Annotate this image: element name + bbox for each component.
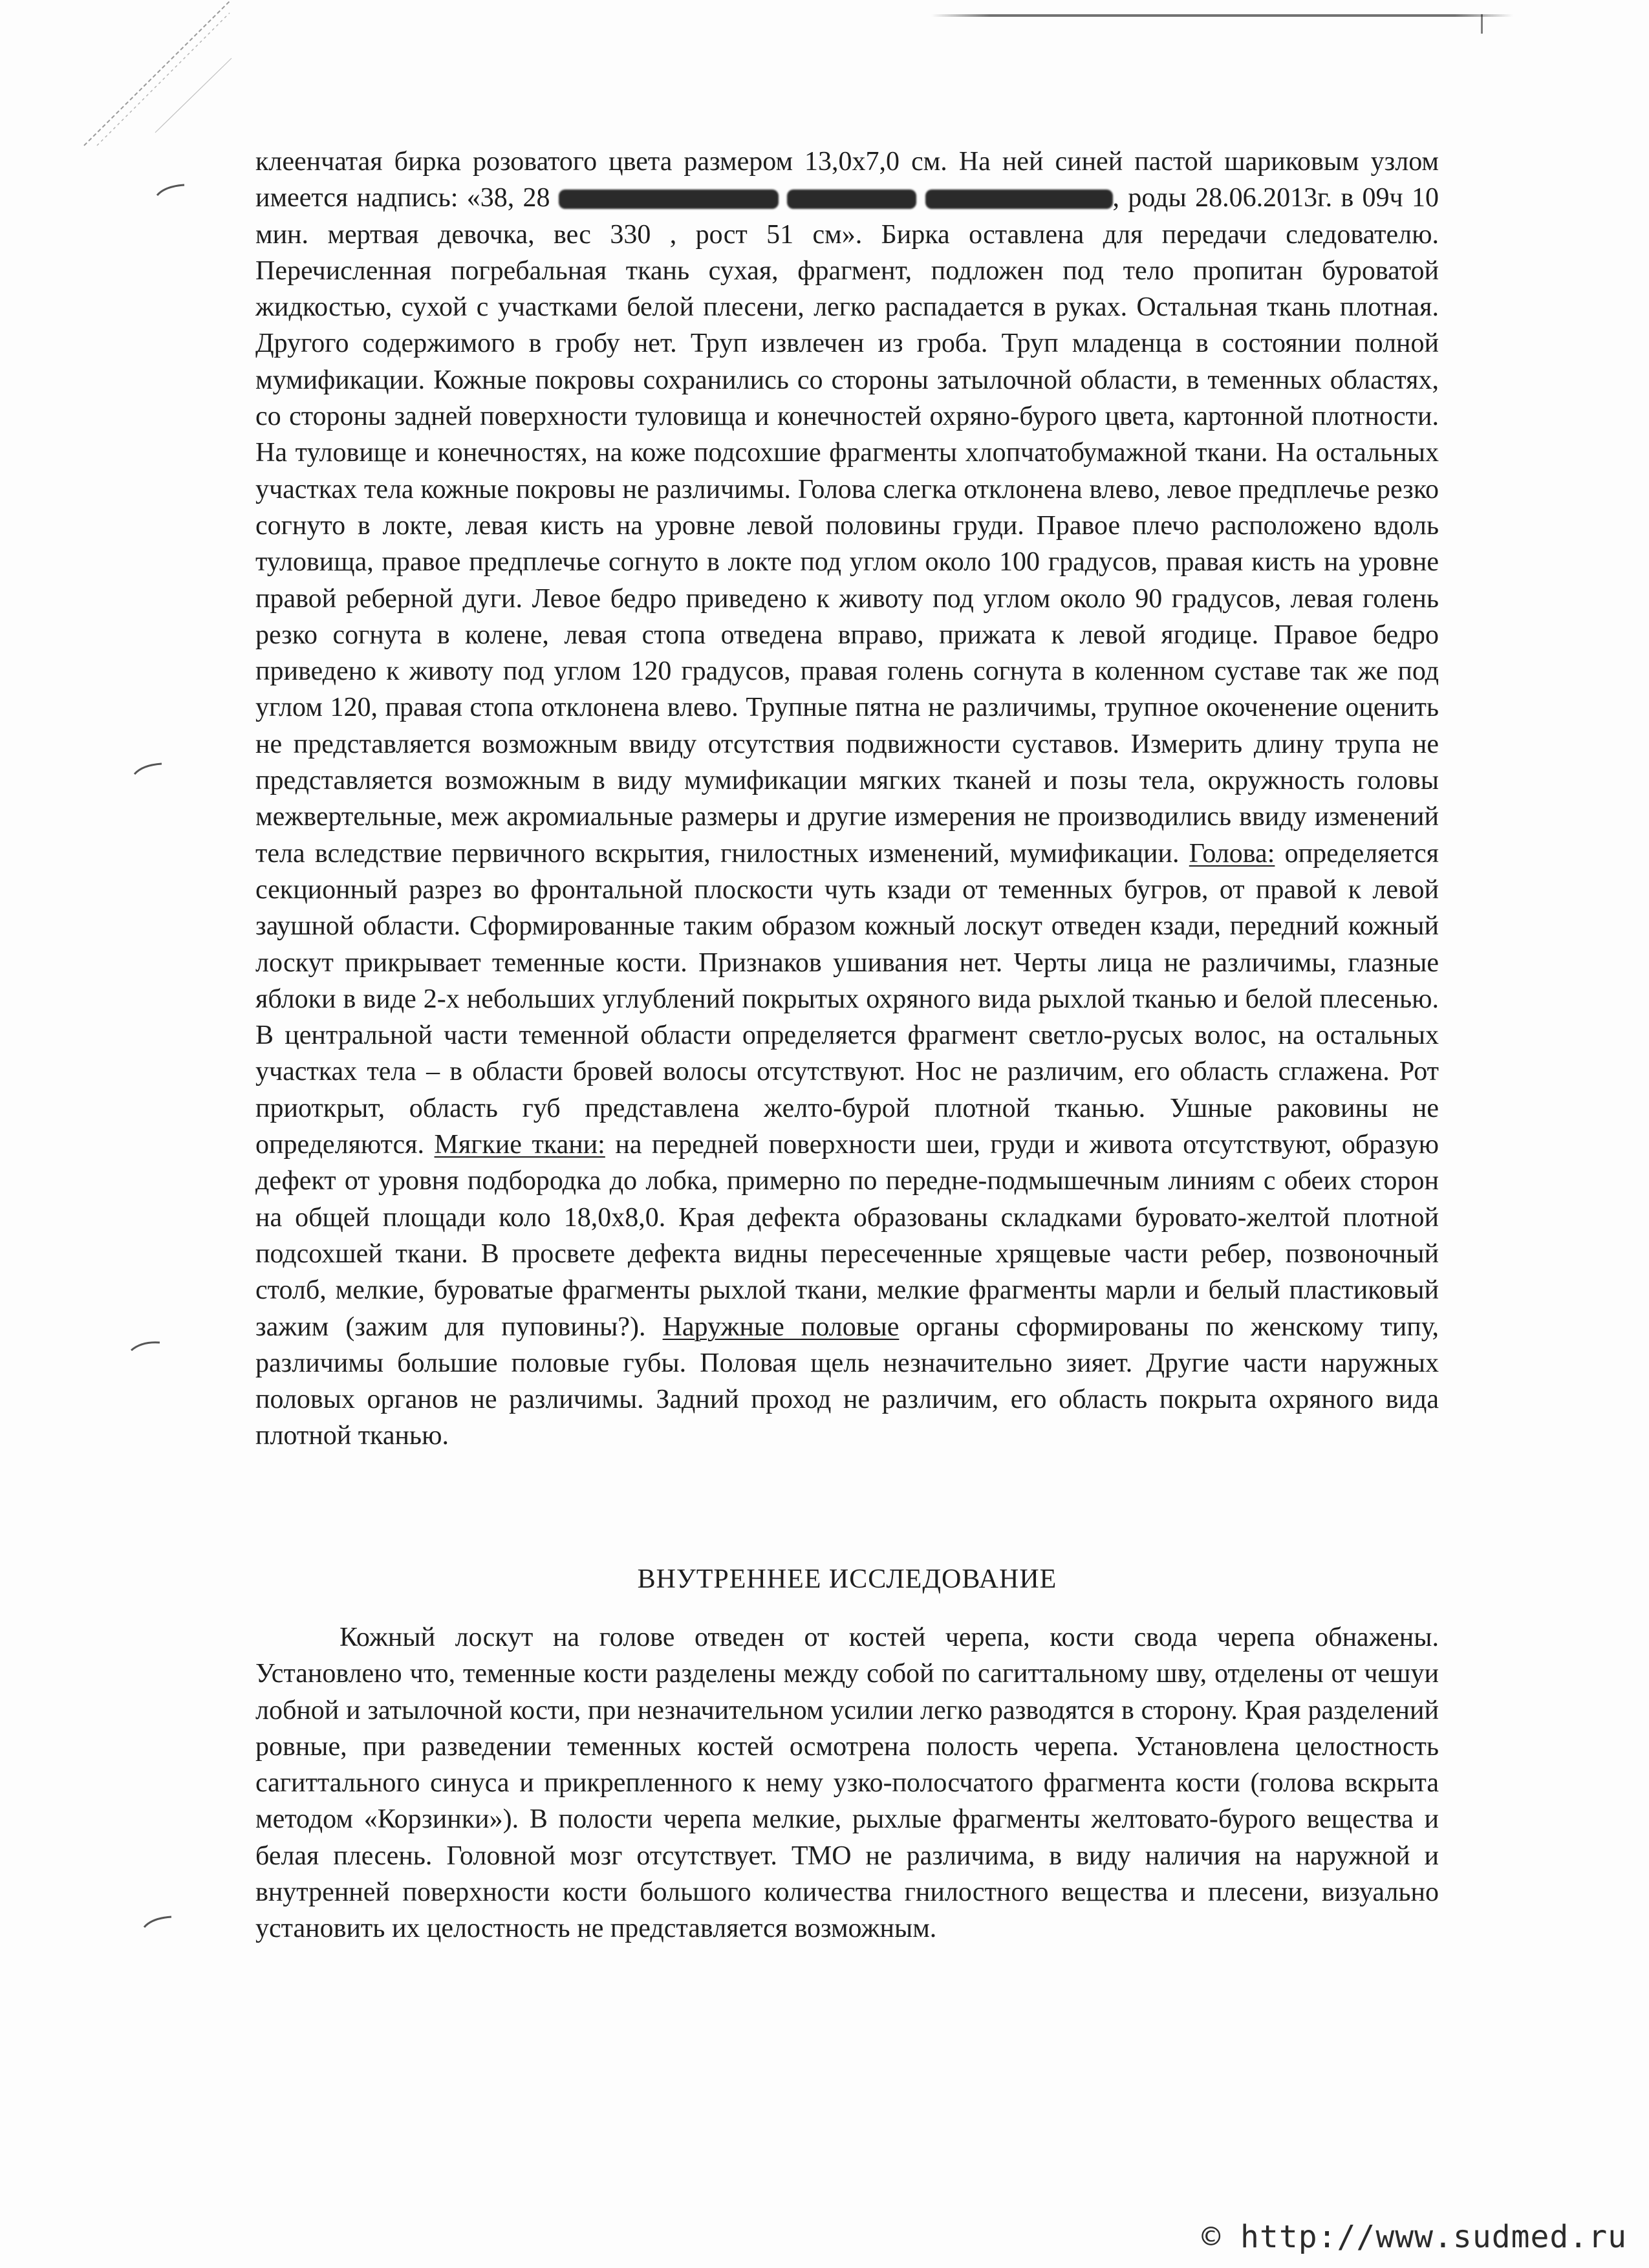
punch-hole-mark-icon (139, 1913, 178, 1932)
redacted-name (925, 189, 1113, 209)
label-external-genitals: Наружные половые (662, 1312, 900, 1342)
internal-exam-paragraph: Кожный лоскут на голове отведен от костей черепа, кости свода черепа обнажены. Установлено что, теменные кости разделены между собой по сагиттальному шву, отделены от чешуи лобной и затылочной кости, при незначительном усилии легко разводятся в сторону. Края разделений ровные, при разведении теменных костей осмотрена полость черепа. Установлена целостность сагиттального синуса и прикрепленного к нему узко-полосчатого фрагмента кости (голова вскрыта методом «Корзинки»). В полости черепа мелкие, рыхлые фрагменты желтовато-бурого вещества и белая плесень. Головной мозг отсутствует. ТМО не различима, в виду наличия на наружной и внутренней поверхности кости большого количества гнилостного вещества и плесени, визуально установить их целостность не представляется возможным. (255, 1623, 1439, 1944)
internal-exam-text (255, 1619, 1439, 1947)
soft-tissues-description: на передней поверхности шеи, груди и живота отсутствуют, образую дефект от уровня подбородка до лобка, примерно по передне-подмышечным линиям с обеих сторон на общей площади коло 18,0х8,0. Края дефекта образованы складками буровато-желтой плотной подсохшей ткани. В просвете дефекта видны пересеченные хрящевые части ребер, позвоночный столб, мелкие, буроватые фрагменты рыхлой ткани, мелкие фрагменты марли и белый пластиковый зажим (зажим для пуповины?). (255, 1130, 1439, 1342)
section-heading: ВНУТРЕННЕЕ ИССЛЕДОВАНИЕ (637, 1564, 1057, 1594)
redacted-name (787, 189, 916, 209)
scan-edge-right (1481, 14, 1483, 34)
redacted-name (559, 189, 779, 209)
punch-hole-mark-icon (126, 1337, 165, 1357)
punch-hole-mark-icon (152, 181, 191, 200)
label-head: Голова: (1189, 838, 1275, 869)
external-exam-paragraph (255, 144, 1439, 1454)
body-text-continued: , роды 28.06.2013г. в 09ч 10 мин. мертвая девочка, вес 330 , рост 51 см». Бирка оставлена для передачи следователю. Перечисленная погребальная ткань сухая, фрагмент, подложен под тело пропитан буроватой жидкостью, сухой с участками белой плесени, легко распадается в руках. Остальная ткань плотная. Другого содержимого в гробу нет. Труп извлечен из гроба. Труп младенца в состоянии полной мумификации. Кожные покровы сохранились со стороны затылочной области, в теменных областях, со стороны задней поверхности туловища и конечностей охряно-бурого цвета, картонной плотности. На туловище и конечностях, на коже подсохшие фрагменты хлопчатобумажной ткани. На остальных участках тела кожные покровы не различимы. Голова слегка отклонена влево, левое предплечье резко согнуто в локте, левая кисть на уровне левой половины груди. Правое плечо расположено вдоль туловища, правое предплечье согнуто в локте под углом около 100 градусов, правая кисть на уровне правой реберной дуги. Левое бедро приведено к животу под углом около 90 градусов, левая голень резко согнута в колене, левая стопа отведена вправо, прижата к левой ягодице. Правое бедро приведено к животу под углом 120 градусов, правая голень согнута в коленном суставе так же под углом 120, правая стопа отклонена влево. Трупные пятна не различимы, трупное окоченение оценить не представляется возможным ввиду отсутствия подвижности суставов. Измерить длину трупа не представляется возможным в виду мумификации мягких тканей и позы тела, окружность головы межвертельные, меж акромиальные размеры и другие измерения не производились ввиду изменений тела вследствие первичного вскрытия, гнилостных изменений, мумификации. (255, 183, 1439, 869)
fold-mark-icon (78, 0, 233, 149)
watermark: © http://www.sudmed.ru (1202, 2219, 1627, 2255)
punch-hole-mark-icon (129, 760, 168, 779)
head-description: определяется секционный разрез во фронтальной плоскости чуть кзади от теменных бугров, от правой к левой заушной области. Сформированные таким образом кожный лоскут отведен кзади, передний кожный лоскут прикрывает теменные кости. Признаков ушивания нет. Черты лица не различимы, глазные яблоки в виде 2-х небольших углублений покрытых охряного вида рыхлой тканью и белой плесенью. В центральной части теменной области определяется фрагмент светло-русых волос, на остальных участках тела – в области бровей волосы отсутствуют. Нос не различим, его область сглажена. Рот приоткрыт, область губ представлена желто-бурой плотной тканью. Ушные раковины не определяются. (255, 838, 1439, 1160)
genitals-description: органы сформированы по женскому типу, различимы большие половые губы. Половая щель незначительно зияет. Другие части наружных половых органов не различимы. Задний проход не различим, его область покрыта охряного вида плотной тканью. (255, 1312, 1439, 1451)
label-soft-tissues: Мягкие ткани: (434, 1130, 605, 1160)
body-text (255, 144, 1439, 1454)
scan-edge-top (931, 14, 1513, 17)
body-text-start: клеенчатая бирка розоватого цвета размером 13,0х7,0 см. На ней синей пастой шариковым узлом имеется надпись: «38, 28 (255, 147, 1439, 213)
